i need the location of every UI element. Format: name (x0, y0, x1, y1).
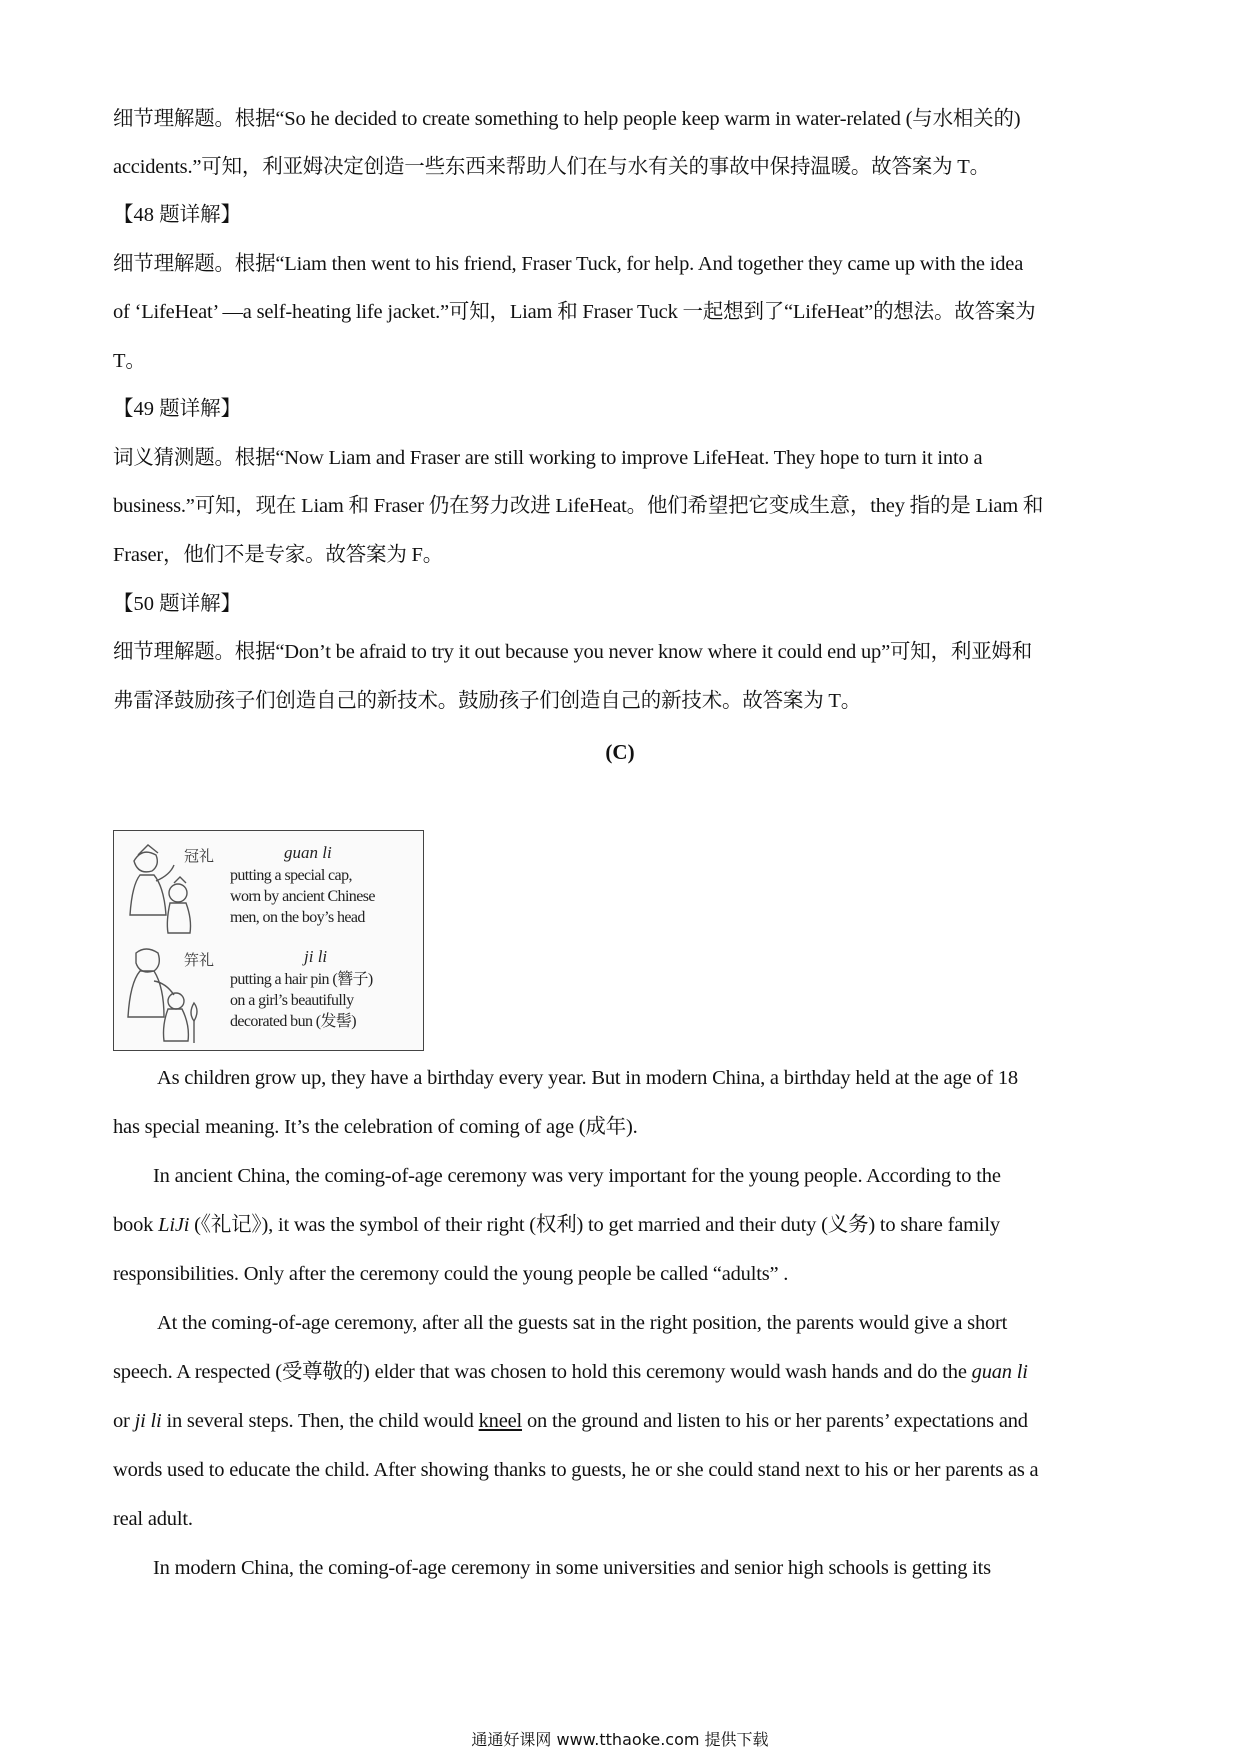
p3-line-5: real adult. (113, 1508, 193, 1530)
s48-line-3: T。 (113, 350, 146, 372)
part-title: (C) (605, 740, 635, 764)
liji-title: LiJi (158, 1214, 190, 1236)
guan-li-pinyin: guan li (284, 843, 332, 862)
ji-li-desc-2: on a girl’s beautifully (230, 992, 354, 1009)
footer-watermark: 通通好课网 www.tthaoke.com 提供下载 (471, 1730, 769, 1749)
guan-li-term: guan li (971, 1361, 1028, 1383)
s49-line-3: Fraser，他们不是专家。故答案为 F。 (113, 544, 444, 566)
ji-li-desc-3: decorated bun (发髻) (230, 1013, 357, 1030)
ji-li-cn: 笄礼 (184, 953, 215, 969)
p1-line-2: has special meaning. It’s the celebration of coming of age (成年). (113, 1116, 638, 1138)
s48-line-2: of ‘LifeHeat’ —a self-heating life jacket.”可知，Liam 和 Fraser Tuck 一起想到了“LifeHeat”的想法。故答案为 (113, 301, 1036, 323)
guan-li-desc-1: putting a special cap, (230, 867, 352, 884)
guan-li-desc-2: worn by ancient Chinese (230, 888, 375, 905)
s49-line-2: business.”可知，现在 Liam 和 Fraser 仍在努力改进 LifeHeat。他们希望把它变成生意，they 指的是 Liam 和 (113, 495, 1044, 517)
ceremony-figure (113, 830, 424, 1051)
p3-line-2 (113, 1357, 1028, 1387)
p2-line-2 (113, 1210, 1000, 1240)
p2-l2-a: book (113, 1214, 159, 1236)
s48-heading: 【48 题详解】 (113, 204, 242, 226)
s49-line-1: 词义猜测题。根据“Now Liam and Fraser are still working to improve LifeHeat. They hope to turn it into a (113, 447, 983, 469)
s48-line-1: 细节理解题。根据“Liam then went to his friend, Fraser Tuck, for help. And together they came up with the idea (113, 253, 1024, 275)
s49-heading: 【49 题详解】 (113, 398, 242, 420)
s50-line-2: 弗雷泽鼓励孩子们创造自己的新技术。鼓励孩子们创造自己的新技术。故答案为 T。 (113, 690, 862, 712)
p3-l3-a: or (113, 1410, 135, 1432)
ji-li-desc-1: putting a hair pin (簪子) (230, 971, 373, 988)
guan-li-desc-3: men, on the boy’s head (230, 909, 365, 926)
p3-line-1: At the coming-of-age ceremony, after all the guests sat in the right position, the parents would give a short (157, 1312, 1008, 1334)
p3-line-4: words used to educate the child. After showing thanks to guests, he or she could stand next to his or her parents as a (113, 1459, 1039, 1481)
s47-line-1: 细节理解题。根据“So he decided to create something to help people keep warm in water-related (与水相关的) (113, 108, 1021, 130)
p3-l2-a: speech. A respected (受尊敬的) elder that was chosen to hold this ceremony would wash hands and do the (113, 1361, 972, 1383)
p2-l2-b: (《礼记》), it was the symbol of their right (权利) to get married and their duty (义务) to share family (189, 1214, 1000, 1236)
guan-li-cn: 冠礼 (184, 849, 215, 865)
p3-l3-b: in several steps. Then, the child would (161, 1410, 479, 1432)
s50-line-1: 细节理解题。根据“Don’t be afraid to try it out because you never know where it could end up”可知，利亚姆和 (113, 641, 1033, 663)
p1-line-1: As children grow up, they have a birthday every year. But in modern China, a birthday held at the age of 18 (157, 1067, 1018, 1089)
p2-line-1: In ancient China, the coming-of-age ceremony was very important for the young people. According to the (153, 1165, 1001, 1187)
s50-heading: 【50 题详解】 (113, 593, 242, 615)
p2-line-3: responsibilities. Only after the ceremony could the young people be called “adults” . (113, 1263, 789, 1285)
s47-line-2: accidents.”可知，利亚姆决定创造一些东西来帮助人们在与水有关的事故中保持温暖。故答案为 T。 (113, 156, 990, 178)
ji-li-term: ji li (134, 1410, 162, 1432)
p4-line-1: In modern China, the coming-of-age ceremony in some universities and senior high schools is getting its (153, 1557, 991, 1579)
ji-li-pinyin: ji li (304, 947, 328, 966)
p3-l3-c: on the ground and listen to his or her parents’ expectations and (522, 1410, 1028, 1432)
p3-line-3 (113, 1406, 1028, 1436)
kneel-word: kneel (478, 1410, 523, 1432)
